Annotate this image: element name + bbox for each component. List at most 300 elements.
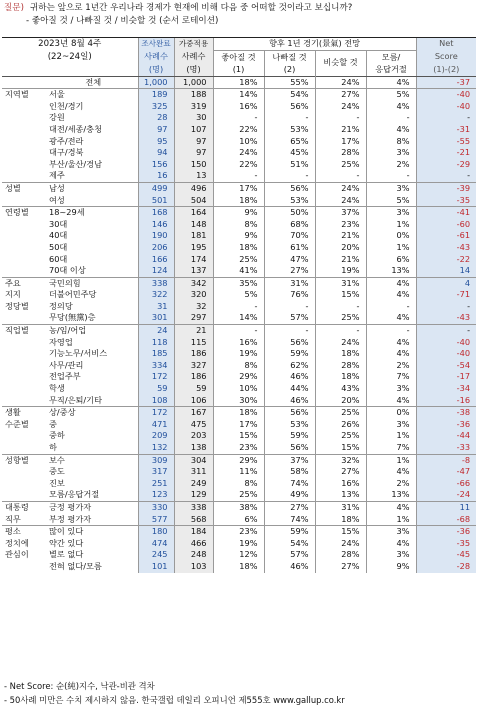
worse-cell: 45%	[264, 147, 315, 159]
worse-cell: 44%	[264, 383, 315, 395]
same-cell: 31%	[315, 277, 366, 289]
same-cell: 28%	[315, 147, 366, 159]
n-weight-cell: 103	[174, 561, 213, 573]
subgroup-label: 대구/경북	[49, 147, 84, 158]
same-cell: 21%	[315, 124, 366, 136]
table-row	[2, 254, 476, 266]
n-done-cell: 209	[138, 430, 174, 442]
dk-cell: 4%	[366, 76, 416, 89]
col-n-weight: 사례수	[174, 50, 213, 64]
worse-cell: 59%	[264, 430, 315, 442]
net-score-cell: -40	[416, 101, 476, 113]
subgroup-label: 무직/은퇴/기타	[49, 394, 102, 405]
group-label	[2, 159, 46, 171]
question-tag: 질문)	[4, 3, 24, 13]
net-score-cell: -41	[416, 207, 476, 219]
table-row	[2, 159, 476, 171]
same-cell: 18%	[315, 371, 366, 383]
better-cell: 18%	[213, 561, 264, 573]
net-score-cell: -43	[416, 312, 476, 324]
table-row	[2, 312, 476, 324]
subgroup-label: 별로 없다	[49, 549, 84, 560]
footer-note-2: - 50사례 미만은 수치 제시하지 않음. 한국갤럽 데일리 오피니언 제555호 www.gallup.co.kr	[4, 695, 345, 705]
n-weight-cell: 568	[174, 514, 213, 526]
worse-cell: 57%	[264, 549, 315, 561]
col-better-num: (1)	[213, 64, 264, 76]
net-score-cell: -55	[416, 136, 476, 148]
group-label: 연령별	[2, 207, 46, 219]
col-better: 좋아질 것	[213, 50, 264, 64]
net-score-cell: -43	[416, 242, 476, 254]
group-label: 정당별	[5, 300, 29, 311]
net-score-cell: -36	[416, 419, 476, 431]
subgroup-label: 인천/경기	[49, 100, 84, 111]
dk-cell: 4%	[366, 501, 416, 513]
worse-cell: 53%	[264, 195, 315, 207]
group-label	[2, 254, 46, 266]
worse-cell: 76%	[264, 289, 315, 301]
group-label	[2, 219, 46, 231]
question-options: - 좋아질 것 / 나빠질 것 / 비슷할 것 (순서 로테이션)	[26, 16, 219, 26]
n-done-cell: 474	[138, 538, 174, 550]
group-label	[2, 101, 46, 113]
worse-cell: 54%	[264, 538, 315, 550]
better-cell: 11%	[213, 466, 264, 478]
group-label	[2, 395, 46, 407]
worse-cell: 56%	[264, 182, 315, 194]
worse-cell: 56%	[264, 337, 315, 349]
dk-cell: 4%	[366, 538, 416, 550]
worse-cell: 56%	[264, 442, 315, 454]
table-row	[2, 195, 476, 207]
n-weight-cell: 107	[174, 124, 213, 136]
same-cell: 23%	[315, 219, 366, 231]
header-spacer	[2, 64, 138, 76]
worse-cell: 70%	[264, 230, 315, 242]
better-cell: 9%	[213, 230, 264, 242]
n-done-cell: 168	[138, 207, 174, 219]
subgroup-label: 중	[49, 418, 57, 429]
n-weight-cell: 186	[174, 371, 213, 383]
net-score-cell: -29	[416, 159, 476, 171]
better-cell: 23%	[213, 442, 264, 454]
n-weight-cell: 186	[174, 348, 213, 360]
n-weight-cell: 150	[174, 159, 213, 171]
subgroup-label: 중도	[49, 466, 65, 477]
same-cell: 21%	[315, 254, 366, 266]
group-label: 주요	[2, 277, 46, 289]
dk-cell: 1%	[366, 242, 416, 254]
dk-cell: 4%	[366, 466, 416, 478]
table-row	[2, 101, 476, 113]
worse-cell: 31%	[264, 277, 315, 289]
subgroup-label: 더불어민주당	[49, 289, 97, 300]
group-label	[2, 312, 46, 324]
n-weight-cell: 184	[174, 526, 213, 538]
n-weight-cell: 297	[174, 312, 213, 324]
same-cell: -	[315, 170, 366, 182]
better-cell: 10%	[213, 383, 264, 395]
dk-cell: 6%	[366, 254, 416, 266]
table-row	[2, 182, 476, 194]
table-row	[2, 277, 476, 289]
n-done-cell: 501	[138, 195, 174, 207]
subgroup-label: 대전/세종/충청	[49, 123, 102, 134]
worse-cell: -	[264, 112, 315, 124]
n-done-cell: 1,000	[138, 76, 174, 89]
worse-cell: 59%	[264, 526, 315, 538]
worse-cell: 54%	[264, 89, 315, 101]
same-cell: 31%	[315, 501, 366, 513]
subgroup-label: 여성	[49, 194, 65, 205]
same-cell: 37%	[315, 207, 366, 219]
net-score-cell: -33	[416, 442, 476, 454]
group-label	[2, 76, 46, 89]
better-cell: 18%	[213, 76, 264, 89]
n-done-cell: 132	[138, 442, 174, 454]
n-weight-cell: 181	[174, 230, 213, 242]
n-weight-cell: 115	[174, 337, 213, 349]
subgroup-label: 강원	[49, 112, 65, 123]
n-weight-cell: 342	[174, 277, 213, 289]
same-cell: 24%	[315, 101, 366, 113]
worse-cell: 27%	[264, 501, 315, 513]
n-done-cell: 338	[138, 277, 174, 289]
better-cell: 6%	[213, 514, 264, 526]
better-cell: 25%	[213, 489, 264, 501]
dk-cell: 4%	[366, 289, 416, 301]
n-weight-cell: 248	[174, 549, 213, 561]
worse-cell: 68%	[264, 219, 315, 231]
same-cell: 26%	[315, 419, 366, 431]
better-cell: -	[213, 112, 264, 124]
n-done-cell: 301	[138, 312, 174, 324]
n-weight-cell: 174	[174, 254, 213, 266]
table-row	[2, 407, 476, 419]
n-done-cell: 245	[138, 549, 174, 561]
n-weight-cell: 327	[174, 360, 213, 372]
net-score-cell: -21	[416, 147, 476, 159]
n-weight-cell: 164	[174, 207, 213, 219]
col-net-formula: (1)-(2)	[416, 64, 476, 76]
group-label	[2, 195, 46, 207]
dk-cell: 3%	[366, 147, 416, 159]
n-weight-cell: 249	[174, 478, 213, 490]
subgroup-label: 많이 있다	[46, 526, 138, 538]
subgroup-label: 40대	[49, 230, 68, 241]
subgroup-label: 광주/전라	[49, 135, 84, 146]
dk-cell: 3%	[366, 207, 416, 219]
group-label: 수준별	[5, 418, 29, 429]
n-done-cell: 309	[138, 454, 174, 466]
better-cell: 18%	[213, 242, 264, 254]
group-label	[2, 442, 46, 454]
net-score-cell: -	[416, 301, 476, 313]
same-cell: 25%	[315, 407, 366, 419]
same-cell: -	[315, 301, 366, 313]
n-weight-cell: 338	[174, 501, 213, 513]
table-row	[2, 501, 476, 513]
net-score-cell: 11	[416, 501, 476, 513]
group-label: 성별	[2, 182, 46, 194]
better-cell: 5%	[213, 289, 264, 301]
better-cell: 16%	[213, 337, 264, 349]
subgroup-label: 50대	[49, 241, 68, 252]
question-block	[4, 2, 474, 28]
group-label	[2, 348, 46, 360]
n-weight-cell: 466	[174, 538, 213, 550]
n-weight-cell: 504	[174, 195, 213, 207]
net-score-cell: -39	[416, 182, 476, 194]
n-weight-cell: 32	[174, 301, 213, 313]
same-cell: 25%	[315, 312, 366, 324]
subgroup-label: 기능노무/서비스	[49, 348, 108, 359]
group-label	[2, 360, 46, 372]
same-cell: 27%	[315, 466, 366, 478]
better-cell: 22%	[213, 124, 264, 136]
table-row	[2, 419, 476, 431]
n-done-cell: 124	[138, 265, 174, 277]
same-cell: 43%	[315, 383, 366, 395]
table-row	[2, 395, 476, 407]
same-cell: 18%	[315, 514, 366, 526]
table-row	[2, 147, 476, 159]
same-cell: -	[315, 325, 366, 337]
subgroup-label: 진보	[49, 477, 65, 488]
n-weight-cell: 138	[174, 442, 213, 454]
same-cell: 32%	[315, 454, 366, 466]
dk-cell: 2%	[366, 159, 416, 171]
dk-cell: 0%	[366, 407, 416, 419]
dk-cell: 4%	[366, 348, 416, 360]
table-row	[2, 230, 476, 242]
table-row	[2, 360, 476, 372]
subgroup-label: 부산/울산/경남	[49, 158, 102, 169]
subgroup-label: 제주	[49, 170, 65, 181]
net-score-cell: -16	[416, 395, 476, 407]
dk-cell: 4%	[366, 395, 416, 407]
better-cell: 17%	[213, 182, 264, 194]
group-label: 평소	[2, 526, 46, 538]
same-cell: 24%	[315, 195, 366, 207]
n-weight-cell: 13	[174, 170, 213, 182]
dk-cell: 2%	[366, 478, 416, 490]
subgroup-label: 중하	[49, 430, 65, 441]
dk-cell: -	[366, 301, 416, 313]
better-cell: 12%	[213, 549, 264, 561]
group-label	[2, 170, 46, 182]
group-label	[2, 561, 46, 573]
dk-cell: 13%	[366, 265, 416, 277]
col-worse: 나빠질 것	[264, 50, 315, 64]
subgroup-label: 60대	[49, 253, 68, 264]
group-label: 생활	[2, 407, 46, 419]
better-cell: 23%	[213, 526, 264, 538]
group-label: 정치에	[5, 537, 29, 548]
period-label: 2023년 8월 4주	[38, 39, 102, 49]
net-score-cell: -34	[416, 383, 476, 395]
group-label	[2, 136, 46, 148]
table-row	[2, 454, 476, 466]
net-score-cell: 4	[416, 277, 476, 289]
n-done-cell: 251	[138, 478, 174, 490]
n-done-cell: 16	[138, 170, 174, 182]
better-cell: -	[213, 170, 264, 182]
group-label	[2, 430, 46, 442]
same-cell: -	[315, 112, 366, 124]
table-row	[2, 561, 476, 573]
col-worse-num: (2)	[264, 64, 315, 76]
subgroup-label: 긍정 평가자	[46, 501, 138, 513]
subgroup-label: 전업주부	[49, 371, 81, 382]
col-same: 비슷할 것	[315, 50, 366, 76]
dk-cell: -	[366, 325, 416, 337]
n-weight-cell: 148	[174, 219, 213, 231]
better-cell: 18%	[213, 195, 264, 207]
dk-cell: 3%	[366, 383, 416, 395]
n-done-cell: 95	[138, 136, 174, 148]
n-done-cell: 108	[138, 395, 174, 407]
n-done-cell: 31	[138, 301, 174, 313]
n-weight-cell: 311	[174, 466, 213, 478]
table-row	[2, 89, 476, 101]
table-row	[2, 170, 476, 182]
dk-cell: 5%	[366, 89, 416, 101]
n-weight-cell: 320	[174, 289, 213, 301]
better-cell: 15%	[213, 430, 264, 442]
dk-cell: 7%	[366, 371, 416, 383]
dk-cell: -	[366, 170, 416, 182]
subgroup-label: 70대 이상	[49, 265, 86, 276]
net-score-cell: -40	[416, 348, 476, 360]
worse-cell: 56%	[264, 101, 315, 113]
worse-cell: 53%	[264, 124, 315, 136]
subgroup-label: 농/임/어업	[46, 325, 138, 337]
subgroup-label: 전체	[46, 76, 138, 89]
net-score-cell: -17	[416, 371, 476, 383]
same-cell: 13%	[315, 489, 366, 501]
net-score-cell: -31	[416, 124, 476, 136]
worse-cell: 49%	[264, 489, 315, 501]
same-cell: 15%	[315, 289, 366, 301]
worse-cell: 61%	[264, 242, 315, 254]
net-score-cell: -	[416, 325, 476, 337]
worse-cell: 53%	[264, 419, 315, 431]
subgroup-label: 전혀 없다/모름	[49, 560, 102, 571]
n-weight-cell: 59	[174, 383, 213, 395]
dk-cell: 1%	[366, 219, 416, 231]
same-cell: 24%	[315, 538, 366, 550]
net-score-cell: -44	[416, 430, 476, 442]
footer-note-1: - Net Score: 순(純)지수, 낙관-비관 격차	[4, 681, 155, 691]
n-done-cell: 94	[138, 147, 174, 159]
subgroup-label: 하	[49, 442, 57, 452]
dk-cell: 4%	[366, 337, 416, 349]
worse-cell: 37%	[264, 454, 315, 466]
group-label	[2, 124, 46, 136]
group-label	[2, 383, 46, 395]
dk-cell: 8%	[366, 136, 416, 148]
n-done-cell: 97	[138, 124, 174, 136]
subgroup-label: 상/중상	[46, 407, 138, 419]
group-label	[2, 265, 46, 277]
col-done: 조사완료	[138, 38, 174, 51]
dk-cell: 4%	[366, 277, 416, 289]
subgroup-label: 남성	[46, 182, 138, 194]
group-label	[2, 489, 46, 501]
subgroup-label: 무당(無黨)층	[49, 312, 96, 323]
dk-cell: 3%	[366, 526, 416, 538]
same-cell: 24%	[315, 76, 366, 89]
table-row	[2, 301, 476, 313]
better-cell: 9%	[213, 207, 264, 219]
net-score-cell: -35	[416, 195, 476, 207]
same-cell: 15%	[315, 442, 366, 454]
table-row	[2, 112, 476, 124]
worse-cell: 27%	[264, 265, 315, 277]
worse-cell: 46%	[264, 561, 315, 573]
n-done-cell: 156	[138, 159, 174, 171]
table-row	[2, 242, 476, 254]
worse-cell: 59%	[264, 348, 315, 360]
subgroup-label: 국민의힘	[46, 277, 138, 289]
worse-cell: -	[264, 301, 315, 313]
col-n-done: 사례수	[138, 50, 174, 64]
worse-cell: 46%	[264, 371, 315, 383]
n-weight-cell: 106	[174, 395, 213, 407]
better-cell: 25%	[213, 254, 264, 266]
table-row	[2, 514, 476, 526]
net-score-cell: -71	[416, 289, 476, 301]
table-row	[2, 124, 476, 136]
group-label: 지지	[5, 289, 21, 300]
table-row	[2, 348, 476, 360]
subgroup-label: 보수	[46, 454, 138, 466]
dk-cell: 5%	[366, 195, 416, 207]
table-row	[2, 219, 476, 231]
n-done-cell: 322	[138, 289, 174, 301]
n-weight-cell: 188	[174, 89, 213, 101]
net-score-cell: -38	[416, 407, 476, 419]
net-score-cell: -60	[416, 219, 476, 231]
dk-cell: 7%	[366, 442, 416, 454]
n-weight-cell: 195	[174, 242, 213, 254]
dk-cell: 4%	[366, 101, 416, 113]
worse-cell: 56%	[264, 407, 315, 419]
dk-cell: 2%	[366, 360, 416, 372]
worse-cell: 50%	[264, 207, 315, 219]
n-done-cell: 325	[138, 101, 174, 113]
period-dates: (22~24일)	[47, 52, 92, 62]
table-row	[2, 466, 476, 478]
same-cell: 17%	[315, 136, 366, 148]
n-done-cell: 499	[138, 182, 174, 194]
subgroup-label: 부정 평가자	[49, 513, 92, 524]
better-cell: 41%	[213, 265, 264, 277]
col-dk: 모름/	[366, 50, 416, 64]
worse-cell: 58%	[264, 466, 315, 478]
table-row	[2, 538, 476, 550]
table-body	[2, 76, 476, 572]
n-done-cell: 146	[138, 219, 174, 231]
worse-cell: 62%	[264, 360, 315, 372]
period-cell	[2, 38, 138, 65]
net-score-cell: -36	[416, 526, 476, 538]
group-label	[2, 466, 46, 478]
better-cell: 14%	[213, 89, 264, 101]
better-cell: 16%	[213, 101, 264, 113]
better-cell: 14%	[213, 312, 264, 324]
